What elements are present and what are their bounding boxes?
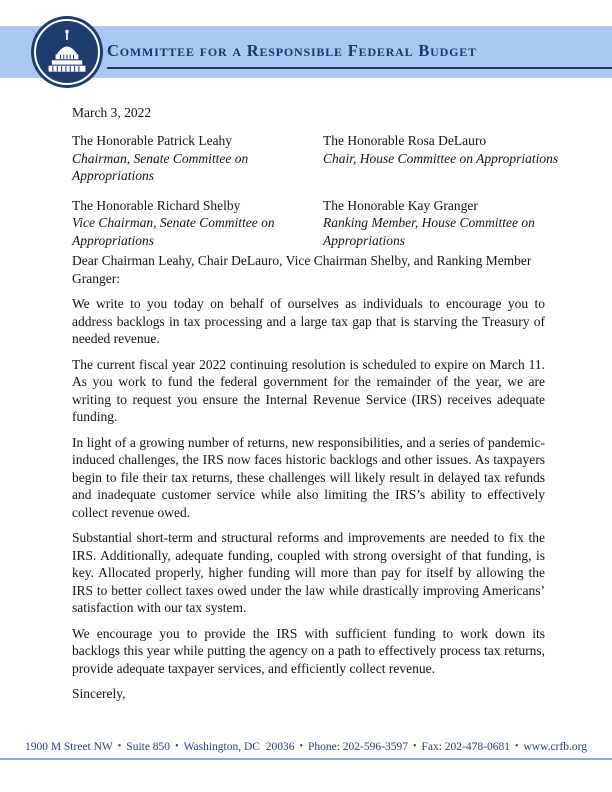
footer-suite: Suite 850	[126, 741, 171, 753]
header-rule	[107, 67, 612, 69]
bullet-separator: •	[412, 741, 417, 752]
recipient-title: Chairman, Senate Committee on Appropriations	[72, 150, 249, 183]
bullet-separator: •	[299, 741, 303, 752]
footer-contact-line	[0, 741, 612, 753]
recipient-title: Chair, House Committee on Appropriations	[323, 150, 559, 166]
organization-name: Committee for a Responsible Federal Budget	[107, 41, 477, 60]
footer-city: Washington, DC 20036	[183, 741, 295, 753]
organization-logo	[34, 19, 100, 85]
bullet-separator: •	[117, 741, 122, 752]
closing: Sincerely,	[72, 686, 126, 701]
recipient	[72, 197, 322, 250]
footer-phone: Phone: 202-596-3597	[307, 741, 408, 753]
recipient-block	[72, 132, 559, 249]
recipient-name: The Honorable Richard Shelby	[72, 197, 241, 213]
footer-website-link[interactable]: www.crfb.org	[523, 741, 588, 753]
capitol-dome-icon	[41, 24, 93, 81]
paragraph: The current fiscal year 2022 continuing resolution is scheduled to expire on March 11. As you work to fund the federal government for the remainder of the year, we are writing to request you ensure the Internal Revenue Service (IRS) receives adequate funding.	[72, 356, 545, 424]
paragraph: Substantial short-term and structural reforms and improvements are needed to fix the IRS. Additionally, adequate funding, coupled with strong oversight of that funding, is key. Allocated properly, higher funding will more than pay for itself by allowing the IRS to better collect taxes owed under the law while drastically improving Americans’ satisfaction with our tax system.	[72, 530, 545, 615]
letter-date: March 3, 2022	[72, 105, 152, 120]
recipient-title: Vice Chairman, Senate Committee on Appropriations	[72, 215, 275, 248]
letter-body	[72, 252, 545, 711]
footer-rule	[0, 758, 612, 760]
paragraph: We write to you today on behalf of ourselves as individuals to encourage you to address backlogs in tax processing and a large tax gap that is starving the Treasury of needed revenue.	[72, 296, 545, 346]
footer-address: 1900 M Street NW	[24, 741, 113, 753]
recipient-name: The Honorable Patrick Leahy	[72, 133, 233, 148]
bullet-separator: •	[175, 741, 179, 752]
paragraph: In light of a growing number of returns, new responsibilities, and a series of pandemic-induced challenges, the IRS now faces historic backlogs and other issues. As taxpayers begin to file their tax returns, these challenges will likely result in delayed tax refunds and inadequate customer service while also limiting the IRS’s ability to effectively collect revenue owed.	[72, 434, 545, 520]
salutation: Dear Chairman Leahy, Chair DeLauro, Vice Chairman Shelby, and Ranking Member Granger:	[72, 253, 532, 286]
recipient-name: The Honorable Rosa DeLauro	[323, 133, 487, 148]
recipient-name: The Honorable Kay Granger	[323, 197, 478, 213]
bullet-separator: •	[514, 741, 519, 752]
footer-fax: Fax: 202-478-0681	[421, 741, 510, 753]
recipient	[72, 132, 322, 185]
recipient	[323, 197, 573, 250]
paragraph: We encourage you to provide the IRS with sufficient funding to work down its backlogs this year while putting the agency on a path to effectively process tax returns, provide adequate taxpayer services, and efficiently collect revenue.	[72, 625, 545, 676]
recipient-title: Ranking Member, House Committee on Appropriations	[323, 215, 535, 248]
recipient	[323, 132, 573, 185]
